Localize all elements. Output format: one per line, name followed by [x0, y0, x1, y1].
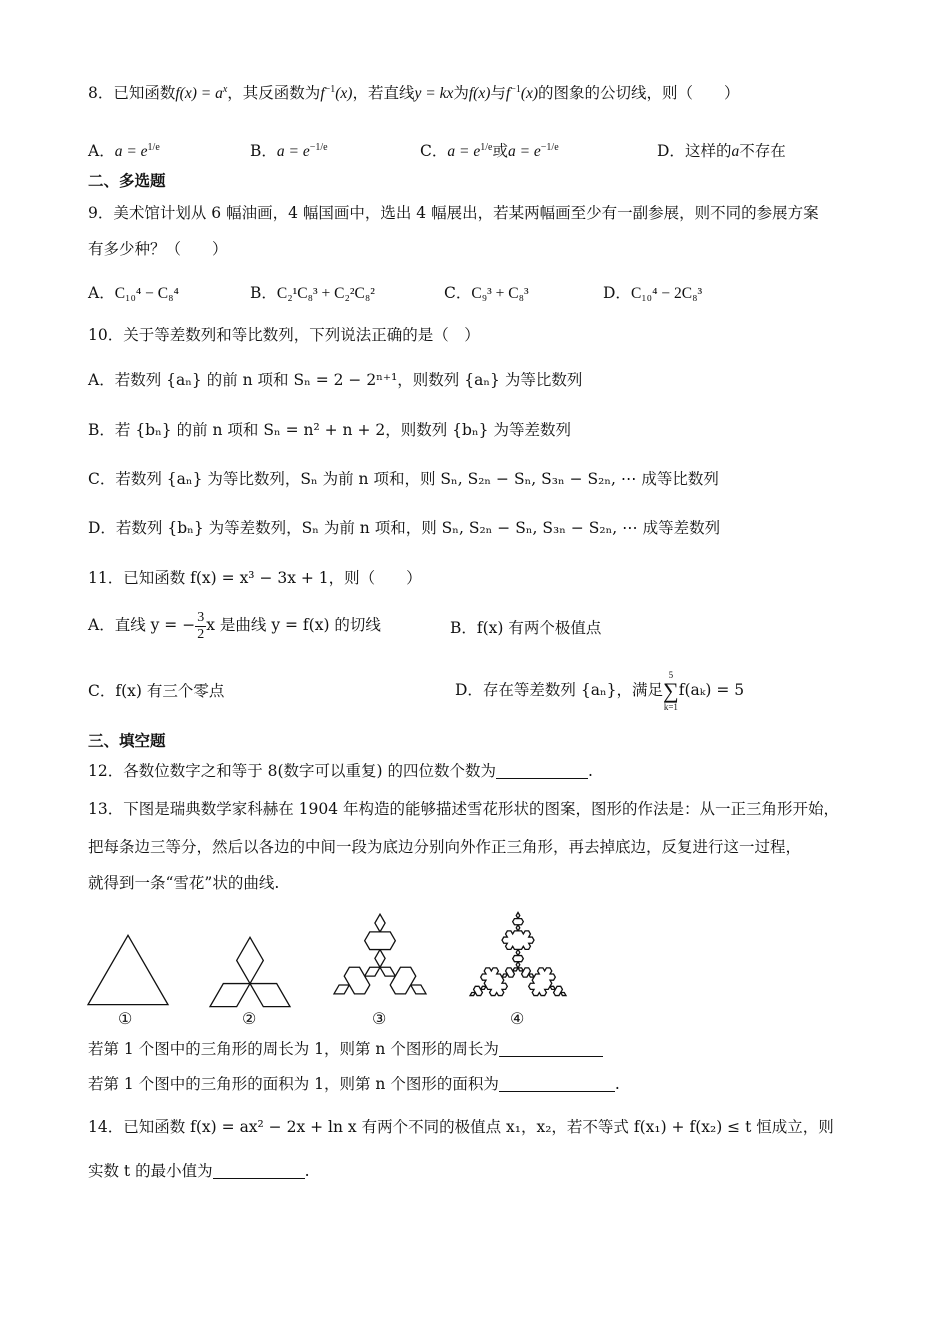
q9-option-c: C．C₉³ + C₈³: [444, 284, 529, 302]
koch-curve-path: [210, 937, 290, 1006]
koch-curve-path: [470, 912, 566, 995]
q8-option-b: B．$a = e^{-1/e}$: [250, 141, 328, 160]
q10-stem: 10．关于等差数列和等比数列，下列说法正确的是（ ）: [88, 326, 480, 344]
q8-option-a: A．$a = e^{1/e}$: [88, 141, 160, 160]
figure-label-4: ④: [510, 1009, 525, 1028]
q8-stem: 8．已知函数$f(x) = a^x$，其反函数为$f^{-1}(x)$，若直线y = kx为f(x)与$f^{-1}(x)$的图象的公切线，则（ ）: [88, 83, 740, 102]
koch-curve-path: [88, 935, 168, 1004]
q13-stem-line3: 就得到一条“雪花”状的曲线.: [88, 874, 280, 892]
q11-option-b: B．f(x) 有两个极值点: [450, 619, 602, 637]
q8-option-c: C．$a = e^{1/e}$或$a = e^{-1/e}$: [420, 141, 559, 160]
q10-option-b: B．若 {bₙ} 的前 n 项和 Sₙ = n² + n + 2，则数列 {bₙ} 为等差数列: [88, 421, 571, 439]
q9-stem-line1: 9．美术馆计划从 6 幅油画，4 幅国画中，选出 4 幅展出，若某两幅画至少有一副参展，则不同的参展方案: [88, 204, 819, 222]
q9-option-d: D．C₁₀⁴ − 2C₈³: [603, 284, 703, 302]
figure-label-3: ③: [372, 1009, 387, 1028]
q11-stem: 11．已知函数 f(x) = x³ − 3x + 1，则（ ）: [88, 569, 422, 587]
q13-stem-line2: 把每条边三等分，然后以各边的中间一段为底边分别向外作正三角形，再去掉底边，反复进行这一过程，: [88, 838, 802, 856]
q10-option-d: D．若数列 {bₙ} 为等差数列，Sₙ 为前 n 项和，则 Sₙ, S₂ₙ − Sₙ, S₃ₙ − S₂ₙ, ⋯ 成等差数列: [88, 519, 721, 537]
figure-label-2: ②: [242, 1009, 257, 1028]
q13-question-area: 若第 1 个图中的三角形的面积为 1，则第 n 个图形的面积为 .: [88, 1075, 620, 1093]
q9-option-b: B．C₂¹C₈³ + C₂²C₈²: [250, 284, 375, 302]
figure-label-1: ①: [118, 1009, 133, 1028]
q13-area-blank[interactable]: [499, 1075, 615, 1092]
koch-figure-2: [208, 930, 292, 1014]
q13-question-perimeter: 若第 1 个图中的三角形的周长为 1，则第 n 个图形的周长为: [88, 1038, 603, 1060]
section-multi-choice-title: 二、多选题: [88, 171, 166, 190]
q9-option-a: A．C₁₀⁴ − C₈⁴: [88, 284, 179, 302]
q14-stem-line2: 实数 t 的最小值为 .: [88, 1162, 310, 1180]
koch-figure-1: [86, 932, 170, 1008]
q11-option-c: C．f(x) 有三个零点: [88, 682, 225, 700]
q10-option-a: A．若数列 {aₙ} 的前 n 项和 Sₙ = 2 − 2ⁿ⁺¹，则数列 {aₙ} 为等比数列: [88, 371, 583, 389]
koch-figure-3: [332, 904, 428, 1004]
q8-option-d: D．这样的a不存在: [657, 142, 786, 160]
koch-figure-4: [468, 902, 568, 1006]
q14-stem-line1: 14．已知函数 f(x) = ax² − 2x + ln x 有两个不同的极值点 x₁，x₂，若不等式 f(x₁) + f(x₂) ≤ t 恒成立，则: [88, 1118, 834, 1136]
q13-perimeter-blank[interactable]: [499, 1040, 603, 1057]
section-fill-blank-title: 三、填空题: [88, 731, 166, 750]
q11-option-d: D．存在等差数列 {aₙ}，满足5 ∑ k=1f(aₖ) = 5: [455, 670, 745, 712]
summation-symbol: 5 ∑ k=1: [663, 670, 679, 712]
q10-option-c: C．若数列 {aₙ} 为等比数列，Sₙ 为前 n 项和，则 Sₙ, S₂ₙ − Sₙ, S₃ₙ − S₂ₙ, ⋯ 成等比数列: [88, 470, 719, 488]
fraction-three-halves: $\frac{3}{2}$: [197, 609, 205, 642]
q11-option-a: A．直线 y = − $\frac{3}{2}$ x 是曲线 y = f(x) 的切线: [88, 609, 381, 642]
q13-stem-line1: 13．下图是瑞典数学家科赫在 1904 年构造的能够描述雪花形状的图案，图形的作法是：从一正三角形开始，: [88, 800, 840, 818]
q12-stem: 12．各数位数字之和等于 8(数字可以重复) 的四位数个数为 .: [88, 762, 593, 780]
q12-answer-blank[interactable]: [496, 762, 588, 779]
q14-answer-blank[interactable]: [213, 1162, 305, 1179]
koch-curve-path: [334, 914, 426, 994]
koch-snowflake-figures: [80, 902, 600, 1032]
q9-stem-line2: 有多少种？（ ）: [88, 240, 228, 258]
